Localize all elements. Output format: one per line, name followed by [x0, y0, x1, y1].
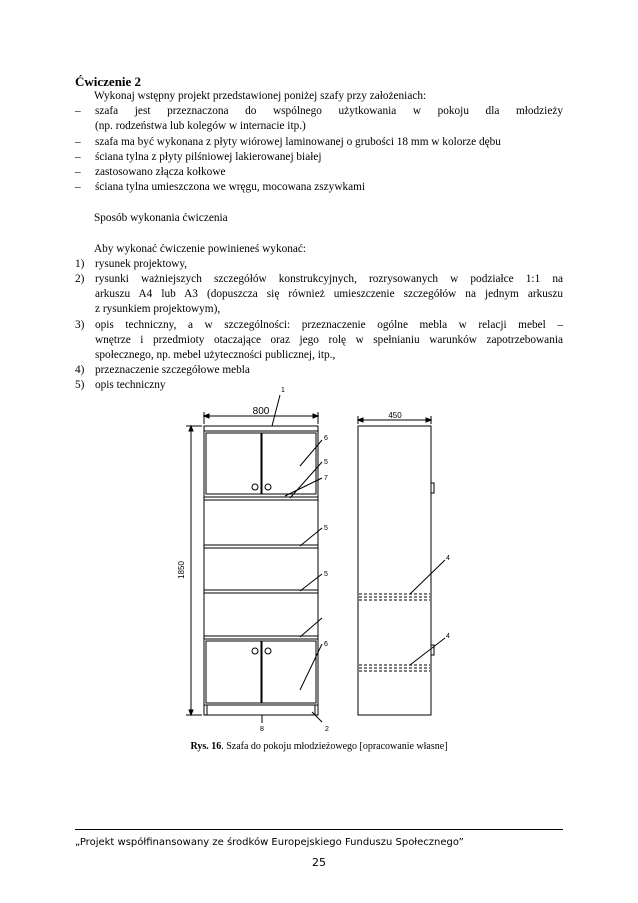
dimension-height: 1850: [177, 561, 186, 579]
steps-intro: Aby wykonać ćwiczenie powinieneś wykonać:: [94, 243, 307, 255]
part-label: 2: [325, 726, 329, 733]
footer-text: „Projekt współfinansowany ze środków Europejskiego Funduszu Społecznego”: [75, 837, 464, 848]
step-item-continuation: arkuszu A4 lub A3 (dopuszcza się również umieszczenie szczegółów na jednym arkuszu: [95, 288, 563, 300]
part-label: 5: [324, 459, 328, 466]
part-label: 6: [324, 435, 328, 442]
footer-divider: [75, 829, 563, 830]
method-heading: Sposób wykonania ćwiczenia: [94, 212, 228, 224]
step-number: 2): [75, 273, 85, 285]
part-label: 6: [324, 641, 328, 648]
lower-left-door: [206, 641, 261, 703]
dimension-width: 800: [252, 406, 270, 417]
step-number: 1): [75, 258, 85, 270]
exercise-title: Ćwiczenie 2: [75, 74, 142, 89]
step-item: rysunki ważniejszych szczegółów konstrukcyjnych, rozrysowanych w podziałce 1:1 na: [95, 273, 563, 285]
dimension-depth: 450: [388, 411, 402, 420]
list-item: szafa ma być wykonana z płyty wiórowej laminowanej o grubości 18 mm w kolorze dębu: [95, 136, 501, 148]
step-item-continuation: wnętrze i przedmioty otaczające oraz jego rolę w spełnianiu warunków zapotrzebowania: [95, 334, 563, 346]
step-number: 4): [75, 364, 85, 376]
part-label: 5: [324, 571, 328, 578]
step-item: opis techniczny: [95, 379, 166, 391]
lower-right-door: [262, 641, 316, 703]
step-item: opis techniczny, a w szczególności: przeznaczenie ogólne mebla w relacji mebel –: [95, 319, 563, 331]
side-hinge: [431, 483, 434, 493]
dash-marker: –: [75, 136, 81, 148]
step-number: 5): [75, 379, 85, 391]
part-label: 5: [324, 525, 328, 532]
door-knob: [252, 648, 258, 654]
part-label: 1: [281, 387, 285, 394]
step-item-continuation: z rysunkiem projektowym),: [95, 303, 221, 315]
list-item-continuation: (np. rodzeństwa lub kolegów w internacie itp.): [95, 120, 306, 132]
list-item: zastosowano złącza kołkowe: [95, 166, 226, 178]
step-item-continuation: społecznego, np. mebel użyteczności publicznej, itp.,: [95, 349, 336, 361]
wardrobe-side-outline: [358, 426, 431, 715]
door-knob: [252, 484, 258, 490]
wardrobe-top-panel: [204, 426, 318, 431]
list-item: ściana tylna z płyty pilśniowej lakierowanej białej: [95, 151, 322, 163]
part-label: 4: [446, 555, 450, 562]
dash-marker: –: [75, 166, 81, 178]
list-item: ściana tylna umieszczona we wręgu, mocowana zszywkami: [95, 181, 366, 193]
step-item: przeznaczenie szczegółowe mebla: [95, 364, 250, 376]
figure-caption: [0, 741, 638, 752]
step-number: 3): [75, 319, 85, 331]
door-knob: [265, 648, 271, 654]
dash-marker: –: [75, 181, 81, 193]
page-number: 25: [312, 856, 326, 869]
dash-marker: –: [75, 151, 81, 163]
caption-text: . Szafa do pokoju młodzieżowego [opracowanie własne]: [221, 741, 448, 752]
part-label: 8: [260, 726, 264, 733]
step-item: rysunek projektowy,: [95, 258, 188, 270]
door-knob: [265, 484, 271, 490]
caption-label: Rys. 16: [190, 741, 222, 752]
list-item: szafa jest przeznaczona do wspólnego użytkowania w pokoju dla młodzieży: [95, 105, 563, 117]
dash-marker: –: [75, 105, 81, 117]
intro-text: Wykonaj wstępny projekt przedstawionej poniżej szafy przy założeniach:: [94, 90, 427, 102]
part-label: 7: [324, 475, 328, 482]
part-label: 4: [446, 633, 450, 640]
